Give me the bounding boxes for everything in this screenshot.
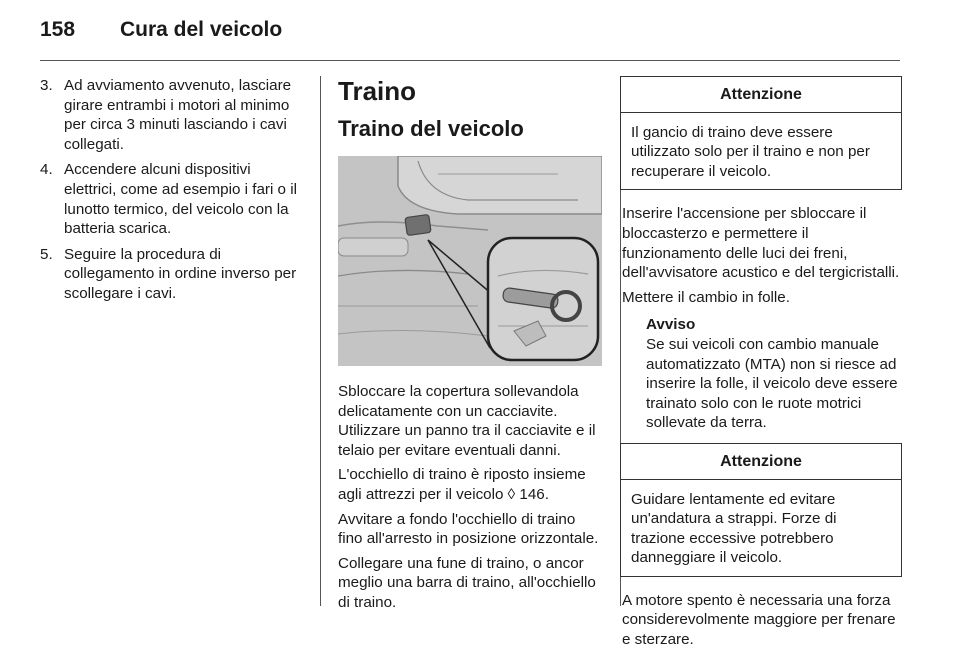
list-item	[40, 76, 302, 154]
warning-box	[620, 443, 902, 577]
body-paragraph: Sbloccare la copertura sollevandola delicatamente con un cacciavite. Utilizzare un panno tra il cacciavite e il telaio per evitare eventuali danni.	[338, 383, 596, 459]
note-title: Avviso	[646, 316, 696, 334]
note-box	[620, 315, 902, 433]
header-rule	[40, 60, 900, 61]
step-list	[40, 76, 302, 304]
list-item	[40, 160, 302, 238]
note-text: Se sui veicoli con cambio manuale automatizzato (MTA) non si riesce ad inserire la folle, il veicolo deve essere trainato solo con le ruote motrici sollevate da terra.	[646, 335, 898, 432]
subsection-heading: Traino del veicolo	[338, 116, 524, 141]
warning-title: Attenzione	[621, 444, 901, 480]
list-item	[40, 245, 302, 304]
body-paragraph: Avvitare a fondo l'occhiello di traino fino all'arresto in posizione orizzontale.	[338, 510, 599, 548]
step-number: 3.	[40, 77, 53, 94]
step-text: Seguire la procedura di collegamento in ordine inverso per scollegare i cavi.	[64, 245, 297, 302]
warning-text: Il gancio di traino deve essere utilizzato solo per il traino e non per recuperare il veicolo.	[631, 123, 870, 180]
step-number: 4.	[40, 161, 53, 179]
column-right	[620, 76, 902, 655]
body-paragraph: L'occhiello di traino è riposto insieme agli attrezzi per il veicolo ◊ 146.	[338, 466, 586, 503]
column-left	[40, 76, 302, 304]
step-number: 5.	[40, 245, 53, 263]
body-paragraph: Collegare una fune di traino, o ancor meglio una barra di traino, all'occhiello di traino.	[338, 554, 596, 611]
towing-eye-illustration	[338, 156, 602, 366]
step-text: Ad avviamento avvenuto, lasciare girare entrambi i motori al minimo per circa 3 minuti lasciando i cavi collegati.	[64, 77, 292, 153]
section-heading: Traino	[338, 76, 417, 106]
page-number: 158	[40, 18, 76, 41]
towing-illustration-svg	[338, 156, 602, 366]
warning-text: Guidare lentamente ed evitare un'andatura a strappi. Forze di trazione eccessive potrebbero danneggiare il veicolo.	[631, 490, 837, 567]
page-title: Cura del veicolo	[120, 18, 283, 41]
body-paragraph: A motore spento è necessaria una forza considerevolmente maggiore per frenare e sterzare.	[622, 591, 896, 649]
column-divider	[320, 76, 321, 606]
warning-box	[620, 76, 902, 190]
body-paragraph: Mettere il cambio in folle.	[622, 288, 790, 306]
page-header	[40, 18, 282, 48]
step-text: Accendere alcuni dispositivi elettrici, come ad esempio i fari o il lunotto termico, del veicolo con la batteria scarica.	[64, 161, 297, 238]
body-paragraph: Inserire l'accensione per sbloccare il bloccasterzo e permettere il funzionamento delle luci dei freni, dell'avvisatore acustico e del tergicristalli.	[622, 205, 900, 282]
warning-title: Attenzione	[621, 77, 901, 113]
column-middle	[338, 76, 602, 618]
